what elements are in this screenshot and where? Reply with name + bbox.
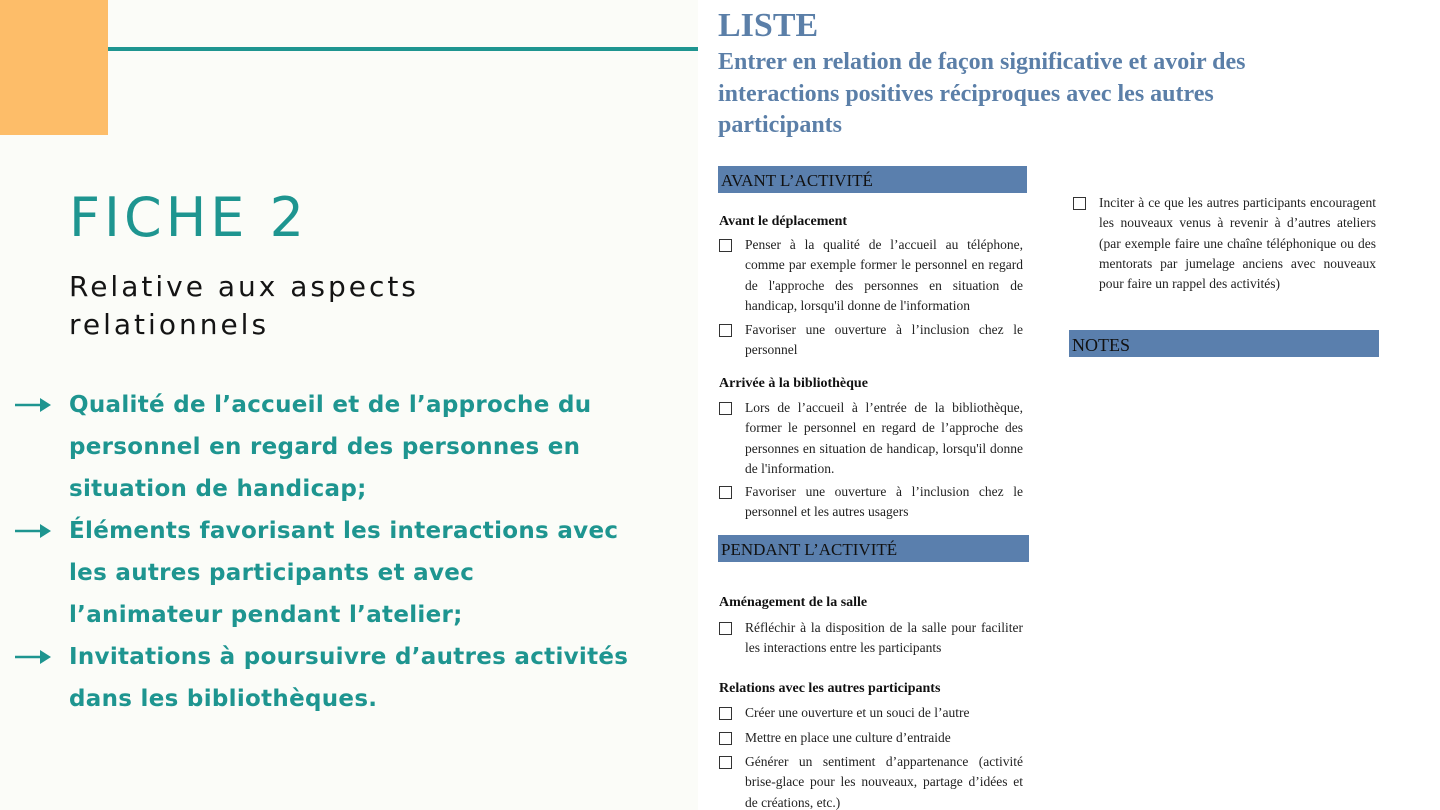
checklist-item-text: Favoriser une ouverture à l’inclusion chez le personnel	[745, 322, 1023, 358]
checklist-item	[719, 703, 1023, 723]
group-heading: Aménagement de la salle	[719, 595, 868, 610]
checklist-item-text: Inciter à ce que les autres participants encouragent les nouveaux venus à revenir à d’autres ateliers (par exemple faire une chaîne téléphonique ou des mentorats par jumelage anciens avec nouveaux pour faire un rappel des activités)	[1099, 195, 1376, 292]
empty-checkbox-icon	[719, 707, 732, 720]
topic-bullet-text: Qualité de l’accueil et de l’approche du personnel en regard des personnes en situation de handicap;	[69, 392, 592, 502]
fiche-title: FICHE 2	[69, 186, 308, 249]
empty-checkbox-icon	[1073, 197, 1086, 210]
empty-checkbox-icon	[719, 324, 732, 337]
checklist-item-text: Favoriser une ouverture à l’inclusion chez le personnel et les autres usagers	[745, 484, 1023, 520]
checklist-item	[719, 752, 1023, 810]
checklist-item	[719, 618, 1023, 659]
arrow-right-icon	[14, 518, 52, 544]
topic-bullet-list	[0, 384, 698, 720]
empty-checkbox-icon	[719, 732, 732, 745]
section-header-avant: AVANT L’ACTIVITÉ	[718, 166, 1027, 193]
group-heading: Arrivée à la bibliothèque	[719, 376, 868, 391]
arrow-right-icon	[14, 644, 52, 670]
checklist-item-text: Mettre en place une culture d’entraide	[745, 730, 951, 745]
fiche-subtitle: Relative aux aspects relationnels	[69, 270, 419, 341]
checklist-item	[1073, 193, 1376, 294]
topic-bullet-text: Éléments favorisant les interactions avec les autres participants et avec l’animateur pendant l’atelier;	[69, 518, 619, 628]
checklist-item	[719, 482, 1023, 523]
checklist-item-text: Réfléchir à la disposition de la salle pour faciliter les interactions entre les participants	[745, 620, 1023, 656]
empty-checkbox-icon	[719, 622, 732, 635]
section-header-pendant: PENDANT L’ACTIVITÉ	[718, 535, 1029, 562]
topic-bullet	[0, 384, 629, 510]
empty-checkbox-icon	[719, 239, 732, 252]
teal-divider-line	[108, 47, 698, 51]
document-subtitle: Entrer en relation de façon significative et avoir des interactions positives réciproques avec les autres participants	[718, 49, 1246, 138]
document-scan	[698, 0, 1440, 810]
group-heading: Avant le déplacement	[719, 214, 848, 229]
checklist-item-text: Générer un sentiment d’appartenance (activité brise-glace pour les nouveaux, partage d’idées et de créations, etc.)	[745, 754, 1023, 810]
checklist-item	[719, 728, 1023, 748]
empty-checkbox-icon	[719, 402, 732, 415]
topic-bullet	[0, 510, 629, 636]
group-heading: Relations avec les autres participants	[719, 681, 941, 696]
empty-checkbox-icon	[719, 756, 732, 769]
checklist-item	[719, 320, 1023, 361]
checklist-item-text: Créer une ouverture et un souci de l’autre	[745, 705, 970, 720]
checklist-item	[719, 398, 1023, 479]
checklist-item-text: Penser à la qualité de l’accueil au téléphone, comme par exemple former le personnel en regard de l'approche des personnes en situation de handicap, lorsqu'il donne de l'information	[745, 237, 1023, 313]
topic-bullet	[0, 636, 629, 720]
checklist-item	[719, 235, 1023, 316]
arrow-right-icon	[14, 392, 52, 418]
empty-checkbox-icon	[719, 486, 732, 499]
topic-bullet-text: Invitations à poursuivre d’autres activités dans les bibliothèques.	[69, 644, 629, 712]
checklist-item-text: Lors de l’accueil à l’entrée de la bibliothèque, former le personnel en regard de l’approche des personnes en situation de handicap, lorsqu'il donne de l'information.	[745, 400, 1023, 476]
orange-accent-block	[0, 0, 108, 135]
section-header-notes: NOTES	[1069, 330, 1379, 357]
document-title: LISTE	[718, 7, 819, 44]
slide-left-panel	[0, 0, 698, 810]
